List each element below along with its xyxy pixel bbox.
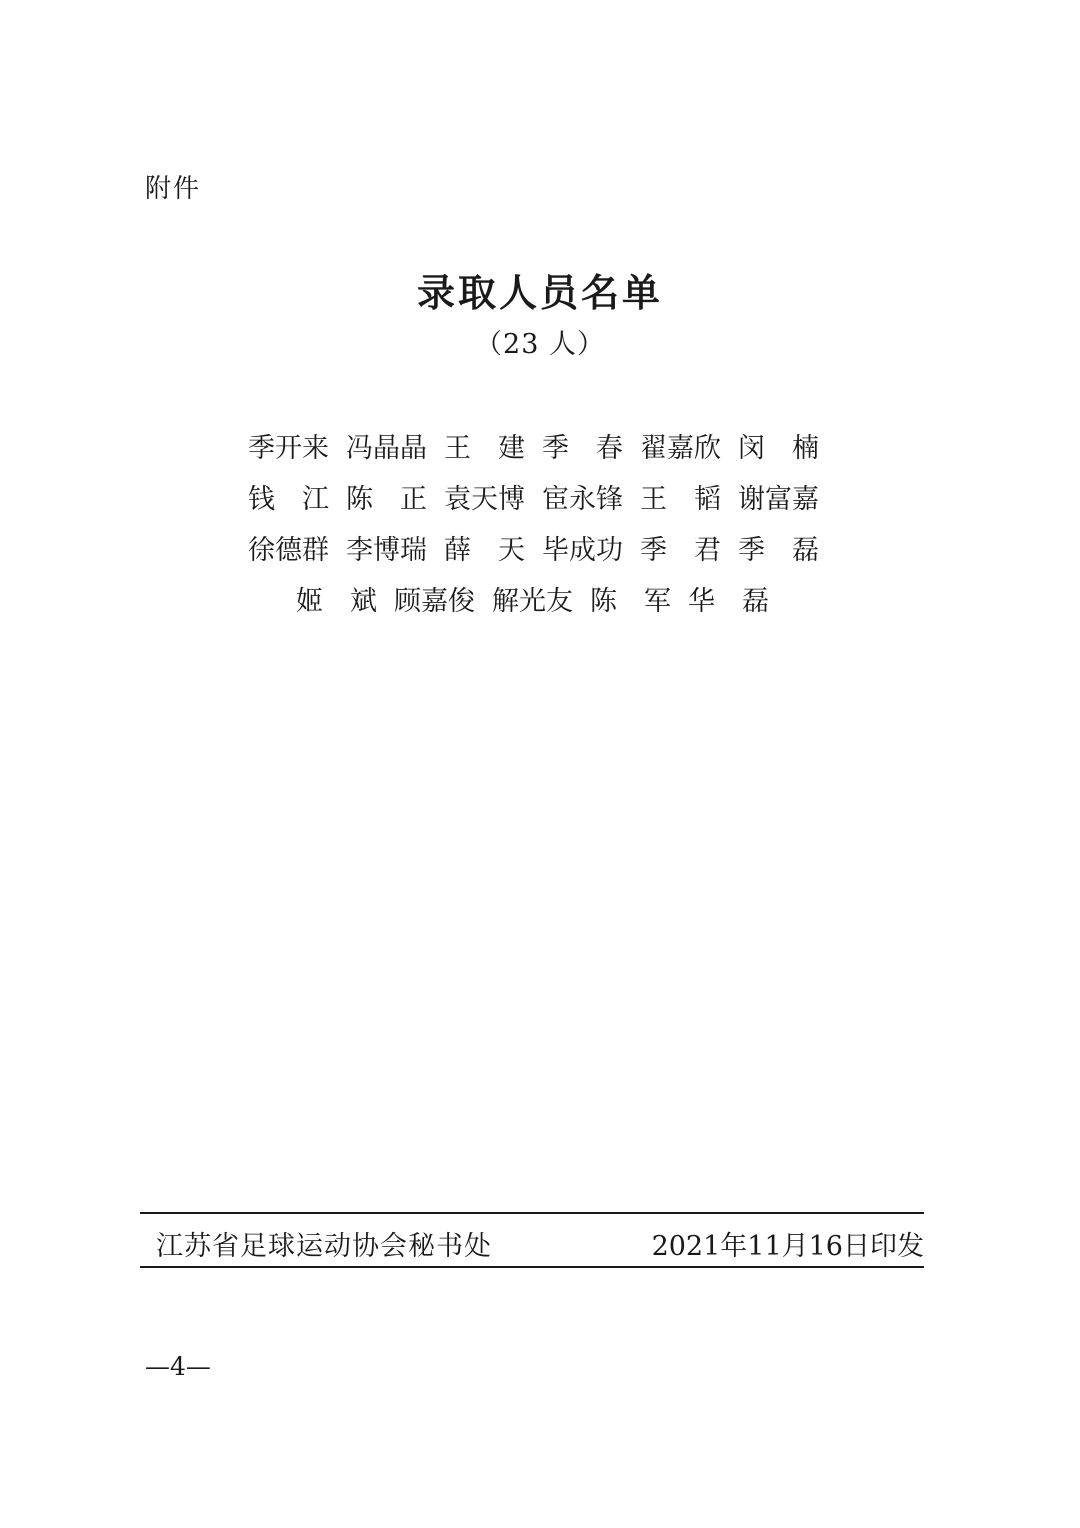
name-item: 季 磊	[738, 535, 819, 566]
name-item: 王 建	[444, 433, 525, 464]
footer-bottom-rule	[140, 1266, 924, 1268]
name-item: 宦永锋	[542, 484, 623, 515]
name-item: 姬 斌	[296, 586, 377, 617]
name-item: 解光友	[492, 586, 573, 617]
name-item: 袁天博	[444, 484, 525, 515]
issuer-name: 江苏省足球运动协会秘书处	[156, 1231, 492, 1262]
name-item: 季 君	[640, 535, 721, 566]
name-item: 华 磊	[688, 586, 769, 617]
name-item: 徐德群	[248, 535, 329, 566]
name-item: 薛 天	[444, 535, 525, 566]
name-item: 毕成功	[542, 535, 623, 566]
names-list	[248, 420, 848, 624]
issue-date: 2021年11月16日印发	[651, 1231, 924, 1262]
document-footer	[140, 1212, 924, 1268]
name-item: 冯晶晶	[346, 433, 427, 464]
name-item: 陈 军	[590, 586, 671, 617]
name-row	[248, 573, 848, 624]
name-item: 闵 楠	[738, 433, 819, 464]
name-item: 陈 正	[346, 484, 427, 515]
name-item: 季开来	[248, 433, 329, 464]
name-item: 李博瑞	[346, 535, 427, 566]
name-item: 翟嘉欣	[640, 433, 721, 464]
name-row	[248, 420, 848, 471]
name-row	[248, 522, 848, 573]
footer-top-rule	[140, 1212, 924, 1214]
name-item: 谢富嘉	[738, 484, 819, 515]
name-item: 顾嘉俊	[394, 586, 475, 617]
name-item: 季 春	[542, 433, 623, 464]
page-number: —4—	[145, 1352, 211, 1381]
document-title: 录取人员名单	[416, 271, 663, 315]
attachment-label: 附件	[145, 174, 202, 204]
name-item: 钱 江	[248, 484, 329, 515]
document-subtitle: （23 人）	[475, 329, 605, 360]
name-row	[248, 471, 848, 522]
name-item: 王 韬	[640, 484, 721, 515]
